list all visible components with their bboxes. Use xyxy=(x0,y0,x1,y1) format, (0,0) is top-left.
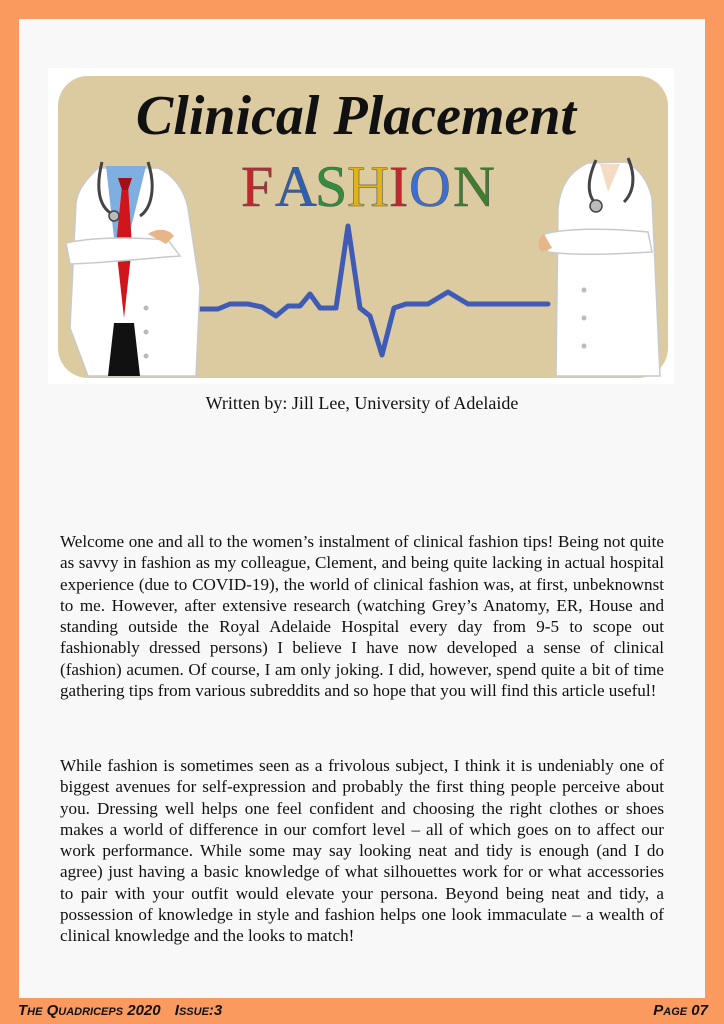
fashion-letter: A xyxy=(275,154,317,219)
banner-fashion-word xyxy=(241,154,495,219)
fashion-letter: H xyxy=(347,154,389,219)
footer-issue: Issue:3 xyxy=(174,1002,223,1019)
banner-title: Clinical Placement xyxy=(135,85,577,147)
page-footer xyxy=(0,999,724,1024)
author-byline: Written by: Jill Lee, University of Adelaide xyxy=(205,393,519,413)
banner-illustration xyxy=(48,68,674,384)
fashion-letter: N xyxy=(453,154,495,219)
fashion-letter: O xyxy=(409,154,451,219)
article-banner xyxy=(48,68,674,384)
article-paragraph: Welcome one and all to the women’s instalment of clinical fashion tips! Being not quite as savvy in fashion as my colleague, Clement, and being quite lacking in actual hospital experience (due to COVID-19), the world of clinical fashion was, at first, unbeknownst to me. However, after extensive research (watching Grey’s Anatomy, ER, House and standing outside the Royal Adelaide Hospital every day from 9-5 to scope out fashionably dressed persons) I believe I have now developed a sense of clinical (fashion) acumen. Of course, I am only joking. I did, however, spend quite a bit of time gathering tips from various subreddits and so hope that you will find this article useful! xyxy=(60,532,664,701)
fashion-letter: F xyxy=(241,154,274,219)
fashion-letter: S xyxy=(315,154,348,219)
male-doctor-figure xyxy=(66,162,200,376)
footer-publication-info xyxy=(18,1002,232,1019)
footer-page-number: Page 07 xyxy=(653,1002,708,1019)
article-paragraph: While fashion is sometimes seen as a frivolous subject, I think it is undeniably one of biggest avenues for self-expression and probably the first thing people perceive about you. Dressing well helps one feel confident and choosing the right clothes or shoes makes a world of difference in our comfort level – all of which goes on to affect our work performance. While some may say looking neat and tidy is enough (and I do agree) just having a basic knowledge of what silhouettes work for or what accessories to pair with your outfit would elevate your persona. Beyond being neat and tidy, a possession of knowledge in style and fashion helps one look immaculate – a wealth of clinical knowledge and the looks to match! xyxy=(60,756,664,946)
footer-publication: The Quadriceps 2020 xyxy=(18,1002,161,1019)
fashion-letter: I xyxy=(389,154,409,219)
